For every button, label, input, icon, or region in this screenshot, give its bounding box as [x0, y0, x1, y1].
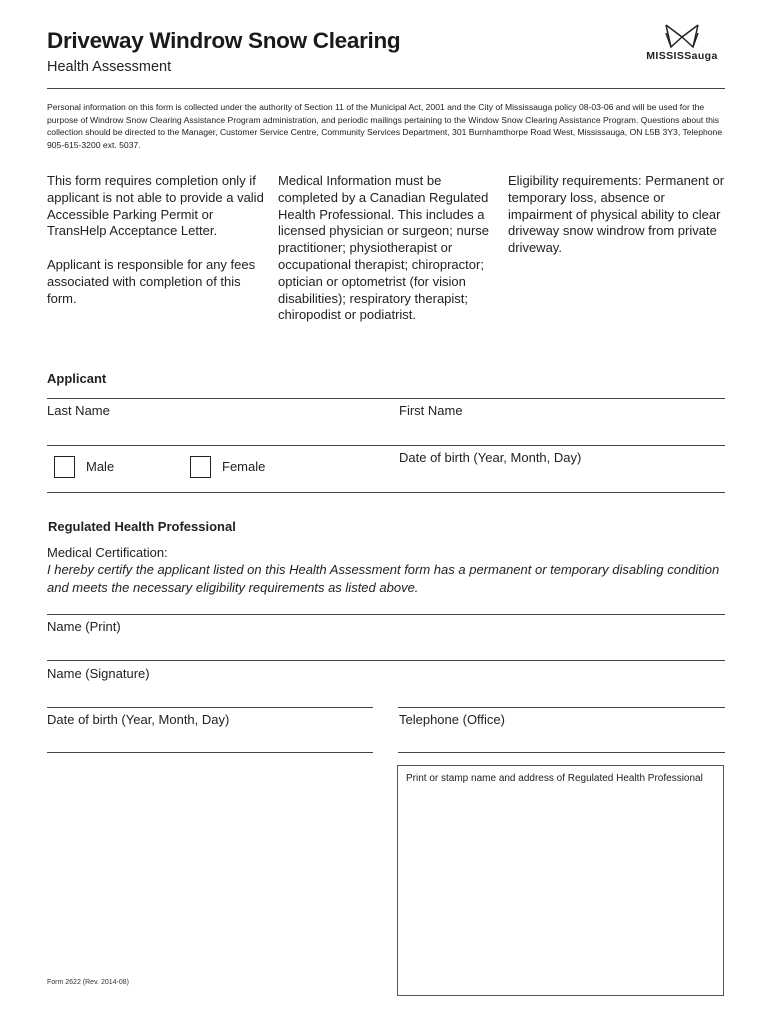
stamp-box[interactable] [397, 765, 724, 996]
last-name-label: Last Name [47, 403, 110, 418]
mississauga-logo [636, 23, 728, 69]
professional-heading: Regulated Health Professional [48, 519, 236, 534]
certification-rule [47, 614, 725, 615]
certification-statement: I hereby certify the applicant listed on this Health Assessment form has a permanent or temporary disabling condition and meets the necessary eligibility requirements as listed above. [47, 562, 720, 595]
applicant-top-rule [47, 398, 725, 399]
name-print-line[interactable] [47, 660, 725, 661]
certification-label: Medical Certification: [47, 545, 168, 560]
signature-line-left[interactable] [47, 707, 373, 708]
form-title: Driveway Windrow Snow Clearing [47, 28, 401, 53]
info-column-requirements [47, 173, 267, 325]
name-signature-label: Name (Signature) [47, 666, 150, 681]
stamp-box-label: Print or stamp name and address of Regulated Health Professional [406, 773, 703, 784]
mississauga-butterfly-icon [663, 23, 701, 49]
form-subtitle: Health Assessment [47, 59, 172, 75]
completion-requirement-text: This form requires completion only if applicant is not able to provide a valid Accessible Parking Permit or TransHelp Acceptance Letter. [47, 173, 264, 239]
male-checkbox[interactable] [54, 456, 75, 478]
applicant-heading: Applicant [47, 371, 107, 386]
privacy-notice: Personal information on this form is collected under the authority of Section 11 of the Municipal Act, 2001 and the City of Mississauga policy 08-03-06 and will be used for the purpose of Windrow Snow Clearing Assistance Program administration, and periodic mailings pertaining to the Window Snow Clearing Assistance Program. Questions about this collection should be directed to the Manager, Customer Service Centre, Community Services Department, 301 Burnhamthorpe Road West, Mississauga, ON L5B 3Y3, Telephone 905-615-3200 ext. 5037. [47, 102, 723, 150]
applicant-bottom-rule[interactable] [47, 492, 725, 493]
professional-dob-label: Date of birth (Year, Month, Day) [47, 712, 230, 727]
first-name-label: First Name [399, 403, 463, 418]
signature-line-right[interactable] [398, 707, 725, 708]
telephone-line[interactable] [398, 752, 725, 753]
telephone-office-label: Telephone (Office) [399, 712, 505, 727]
medical-certification [47, 544, 727, 596]
info-column-eligibility [508, 173, 728, 274]
fees-text: Applicant is responsible for any fees associated with completion of this form. [47, 257, 256, 306]
applicant-dob-label: Date of birth (Year, Month, Day) [399, 450, 582, 465]
name-print-label: Name (Print) [47, 619, 121, 634]
male-label: Male [86, 459, 115, 474]
info-column-medical [278, 173, 498, 341]
dob-line[interactable] [47, 752, 373, 753]
eligibility-text: Eligibility requirements: Permanent or temporary loss, absence or impairment of physical ability to clear driveway snow windrow from private driveway. [508, 173, 725, 256]
female-label: Female [222, 459, 266, 474]
logo-wordmark: MISSISSauga [646, 50, 718, 62]
female-checkbox[interactable] [190, 456, 211, 478]
header-rule [47, 88, 725, 89]
medical-information-text: Medical Information must be completed by a Canadian Regulated Health Professional. This includes a licensed physician or surgeon; nurse practitioner; physiotherapist or occupational therapist; chiropractor; optician or optometrist (for vision disabilities); respiratory therapist; chiropodist or podiatrist. [278, 173, 490, 323]
form-number: Form 2622 (Rev. 2014-08) [47, 979, 129, 986]
name-line[interactable] [47, 445, 725, 446]
